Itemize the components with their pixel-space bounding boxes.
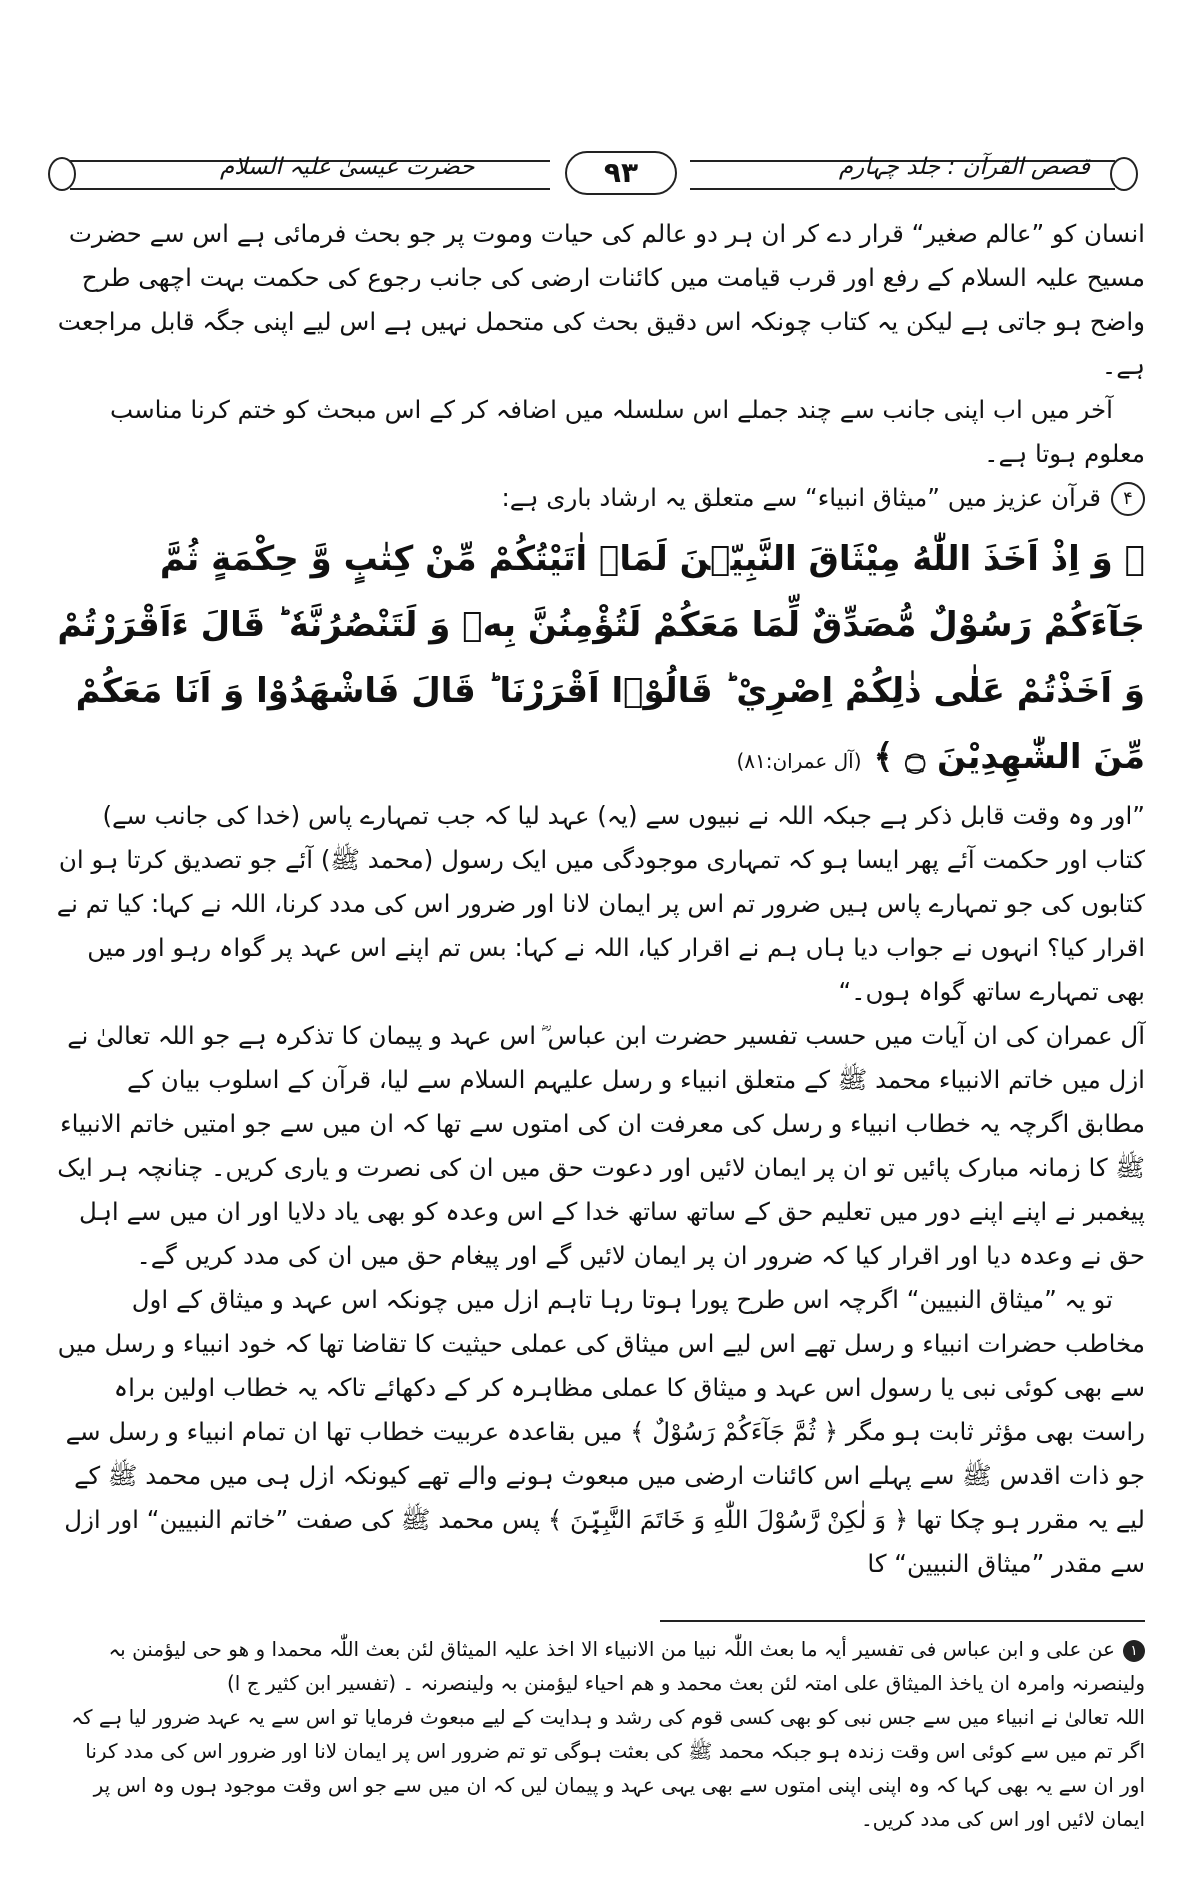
item-number-badge: ۴ xyxy=(1111,482,1145,516)
footnotes xyxy=(55,1632,1145,1836)
chapter-title: حضرت عیسیٰ علیہ السلام xyxy=(220,154,475,180)
paragraph: انسان کو ”عالم صغیر“ قرار دے کر ان ہر دو عالم کی حیات وموت پر جو بحث فرمائی ہے اس سے حضرت مسیح علیہ السلام کے رفع اور قرب قیامت میں کائنات ارضی کی جانب رجوع کی حکمت بہت اچھی طرح واضح ہو جاتی ہے لیکن یہ کتاب چونکہ اس دقیق بحث کی متحمل نہیں ہے اس لیے اپنی جگہ قابل مراجعت ہے۔ xyxy=(57,219,1145,380)
footnote-arabic-text: عن علی و ابن عباس فی تفسیر أیہ ما بعث اللّٰہ نبیا من الانبیاء الا اخذ علیہ المیثاق لئن بعث اللّٰہ محمدا و ھو حی لیؤمنن بہ ولینصرنہ وامرہ ان یاخذ المیثاق علی امتہ لئن بعث محمد و ھم احیاء لیؤمنن بہ ولینصرنہ ۔ (تفسیر ابن کثیر ج ا) xyxy=(108,1637,1145,1695)
header-ornament-right xyxy=(1110,157,1138,191)
paragraph: آخر میں اب اپنی جانب سے چند جملے اس سلسلہ میں اضافہ کر کے اس مبحث کو ختم کرنا مناسب معلوم ہوتا ہے۔ xyxy=(110,395,1145,468)
paragraph: آل عمران کی ان آیات میں حسب تفسیر حضرت ابن عباس ؓ اس عہد و پیمان کا تذکرہ ہے جو اللہ تعالیٰ نے ازل میں خاتم الانبیاء محمد ﷺ کے متعلق انبیاء و رسل علیہم السلام سے لیا، قرآن کے اسلوب بیان کے مطابق اگرچہ یہ خطاب انبیاء و رسل کی معرفت ان کی امتوں سے تھا کہ ان میں سے جو امتیں خاتم الانبیاء ﷺ کا زمانہ مبارک پائیں تو ان پر ایمان لائیں اور دعوت حق میں ان کی نصرت و یاری کریں۔ چنانچہ ہر ایک پیغمبر نے اپنے اپنے دور میں تعلیم حق کے ساتھ ساتھ خدا کے اس وعدہ کو بھی یاد دلایا اور ان میں سے اہل حق نے وعدہ دیا اور اقرار کیا کہ ضرور ان پر ایمان لائیں گے اور پیغام حق میں ان کی مدد کریں گے۔ xyxy=(57,1021,1145,1270)
item-intro: قرآن عزیز میں ”میثاق انبیاء“ سے متعلق یہ ارشاد باری ہے: xyxy=(501,483,1101,512)
footnote-divider xyxy=(660,1620,1145,1622)
page-header xyxy=(40,148,1145,198)
numbered-item xyxy=(55,476,1145,520)
verse-reference: (آل عمران:٨١) xyxy=(736,749,862,773)
quran-verse xyxy=(55,526,1145,794)
paragraph: تو یہ ”میثاق النبیین“ اگرچہ اس طرح پورا ہوتا رہا تاہم ازل میں چونکہ اس عہد و میثاق کے اول مخاطب حضرات انبیاء و رسل تھے اس لیے اس میثاق کی عملی حیثیت کا تقاضا تھا کہ خود انبیاء و رسل میں سے بھی کوئی نبی یا رسول اس عہد و میثاق کا عملی مظاہرہ کر کے دکھائے تاکہ یہ خطاب اولین براہ راست بھی مؤثر ثابت ہو مگر ﴿ ثُمَّ جَآءَكُمْ رَسُوْلٌ ﴾ میں بقاعدہ عربیت خطاب تھا ان تمام انبیاء و رسل سے جو ذات اقدس ﷺ سے پہلے اس کائنات ارضی میں مبعوث ہونے والے تھے کیونکہ ازل ہی میں محمد ﷺ کے لیے یہ مقرر ہو چکا تھا ﴿ وَ لٰكِنْ رَّسُوْلَ اللّٰهِ وَ خَاتَمَ النَّبِيّٖنَ ﴾ پس محمد ﷺ کی صفت ”خاتم النبیین“ اور ازل سے مقدر ”میثاق النبیین“ کا xyxy=(57,1285,1145,1578)
footnote-urdu: اللہ تعالیٰ نے انبیاء میں سے جس نبی کو بھی کسی قوم کی رشد و ہدایت کے لیے مبعوث فرمایا تو اس سے یہ عہد ضرور لیا ہے کہ اگر تم میں سے کوئی اس وقت زندہ ہو جبکہ محمد ﷺ کی بعثت ہوگی تو تم ضرور اس پر ایمان لانا اور ضرور اس کی مدد کرنا اور ان سے یہ بھی کہا کہ وہ اپنی اپنی امتوں سے بھی یہی عہد و پیمان لیں کہ ان میں سے جو اس وقت موجود ہوں وہ اس پر ایمان لائیں اور اس کی مدد کریں۔ xyxy=(71,1705,1145,1831)
footnote-marker-icon: ١ xyxy=(1123,1640,1145,1662)
main-text xyxy=(55,212,1145,1586)
page-number: ٩٣ xyxy=(565,151,677,195)
verse-text: ﴿ وَ اِذْ اَخَذَ اللّٰهُ مِيْثَاقَ النَّبِيّٖنَ لَمَاۤ اٰتَيْتُكُمْ مِّنْ كِتٰبٍ وَّ حِكْمَةٍ ثُمَّ جَآءَكُمْ رَسُوْلٌ مُّصَدِّقٌ لِّمَا مَعَكُمْ لَتُؤْمِنُنَّ بِهٖ وَ لَتَنْصُرُنَّهٗ ؕ قَالَ ءَاَقْرَرْتُمْ وَ اَخَذْتُمْ عَلٰى ذٰلِكُمْ اِصْرِيْ ؕ قَالُوْۤا اَقْرَرْنَا ؕ قَالَ فَاشْهَدُوْا وَ اَنَا مَعَكُمْ مِّنَ الشّٰهِدِيْنَ ۝ ﴾ xyxy=(57,539,1145,777)
footnote-arabic xyxy=(55,1632,1145,1700)
translation-paragraph: ”اور وہ وقت قابل ذکر ہے جبکہ اللہ نے نبیوں سے (یہ) عہد لیا کہ جب تمہارے پاس (خدا کی جانب سے) کتاب اور حکمت آئے پھر ایسا ہو کہ تمہاری موجودگی میں ایک رسول (محمد ﷺ) آئے جو تصدیق کرتا ہو ان کتابوں کی جو تمہارے پاس ہیں ضرور تم اس پر ایمان لانا اور ضرور اس کی مدد کرنا، اللہ نے کہا: کیا تم نے اقرار کیا؟ انہوں نے جواب دیا ہاں ہم نے اقرار کیا، اللہ نے کہا: بس تم اپنے اس عہد پر گواہ رہو اور میں بھی تمہارے ساتھ گواہ ہوں۔“ xyxy=(56,801,1145,1006)
book-title: قصص القرآن : جلد چہارم xyxy=(838,154,1090,180)
